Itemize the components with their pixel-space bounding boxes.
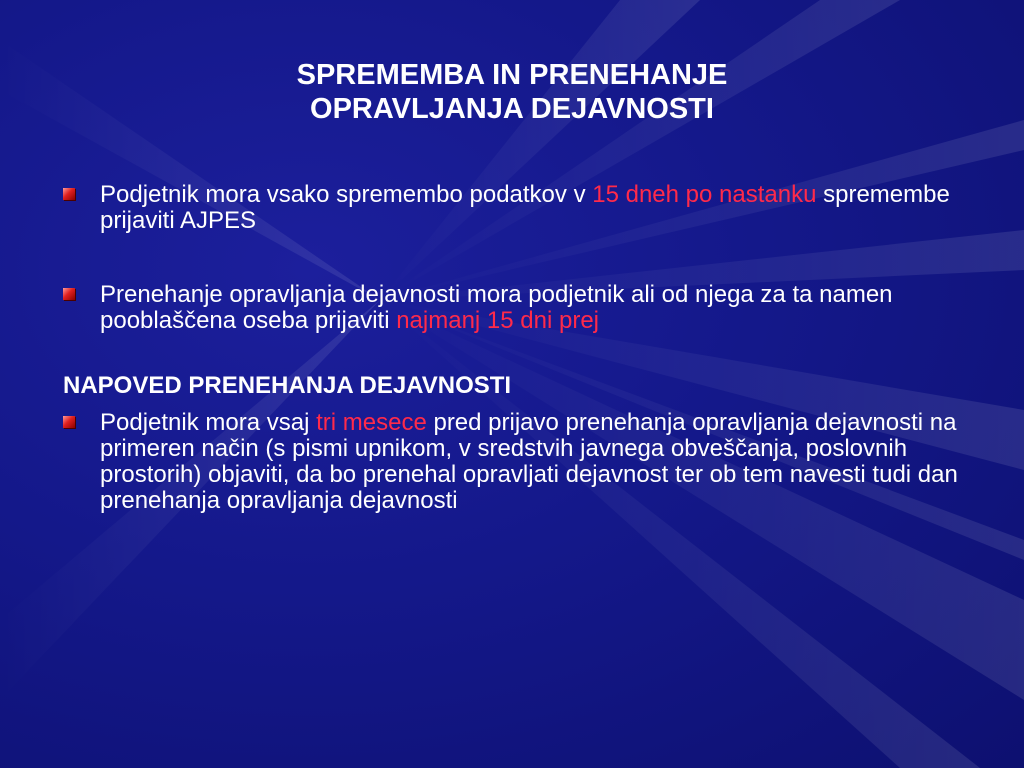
bullet-text-1 (100, 182, 970, 234)
bullet-1-text-end: spremembe prijaviti AJPES (100, 181, 950, 234)
bullet-1-text: Podjetnik mora vsako spremembo podatkov v (100, 181, 593, 208)
bullet-3-text: Podjetnik mora vsaj (100, 409, 317, 436)
bullet-3-text-end: pred prijavo prenehanja opravljanja dejavnosti na primeren način (s pismi upnikom, v sredstvih javnega obveščanja, poslovnih prostorih) objaviti, da bo prenehal opravljati dejavnost ter ob tem navesti tudi dan prenehanja opravljanja dejavnosti (100, 409, 958, 514)
bullet-square-icon (63, 416, 75, 428)
bullet-2-text: Prenehanje opravljanja dejavnosti mora podjetnik ali od njega za ta namen pooblaščena oseba prijaviti (100, 281, 893, 334)
bullet-1-highlight: 15 dneh po nastanku (592, 181, 817, 208)
bullet-2-highlight: najmanj 15 dni prej (396, 307, 599, 334)
title-line-2: OPRAVLJANJA DEJAVNOSTI (310, 93, 714, 125)
title-line-1: SPREMEMBA IN PRENEHANJE (296, 59, 728, 91)
bullet-3-highlight: tri mesece (316, 409, 427, 436)
bullet-text-3 (100, 410, 970, 514)
light-ray (380, 0, 700, 300)
bullet-square-icon (63, 288, 75, 300)
section-subheading: NAPOVED PRENEHANJA DEJAVNOSTI (63, 372, 512, 399)
bullet-square-icon (63, 188, 75, 200)
bullet-text-2 (100, 282, 970, 334)
slide-title (0, 58, 1024, 126)
